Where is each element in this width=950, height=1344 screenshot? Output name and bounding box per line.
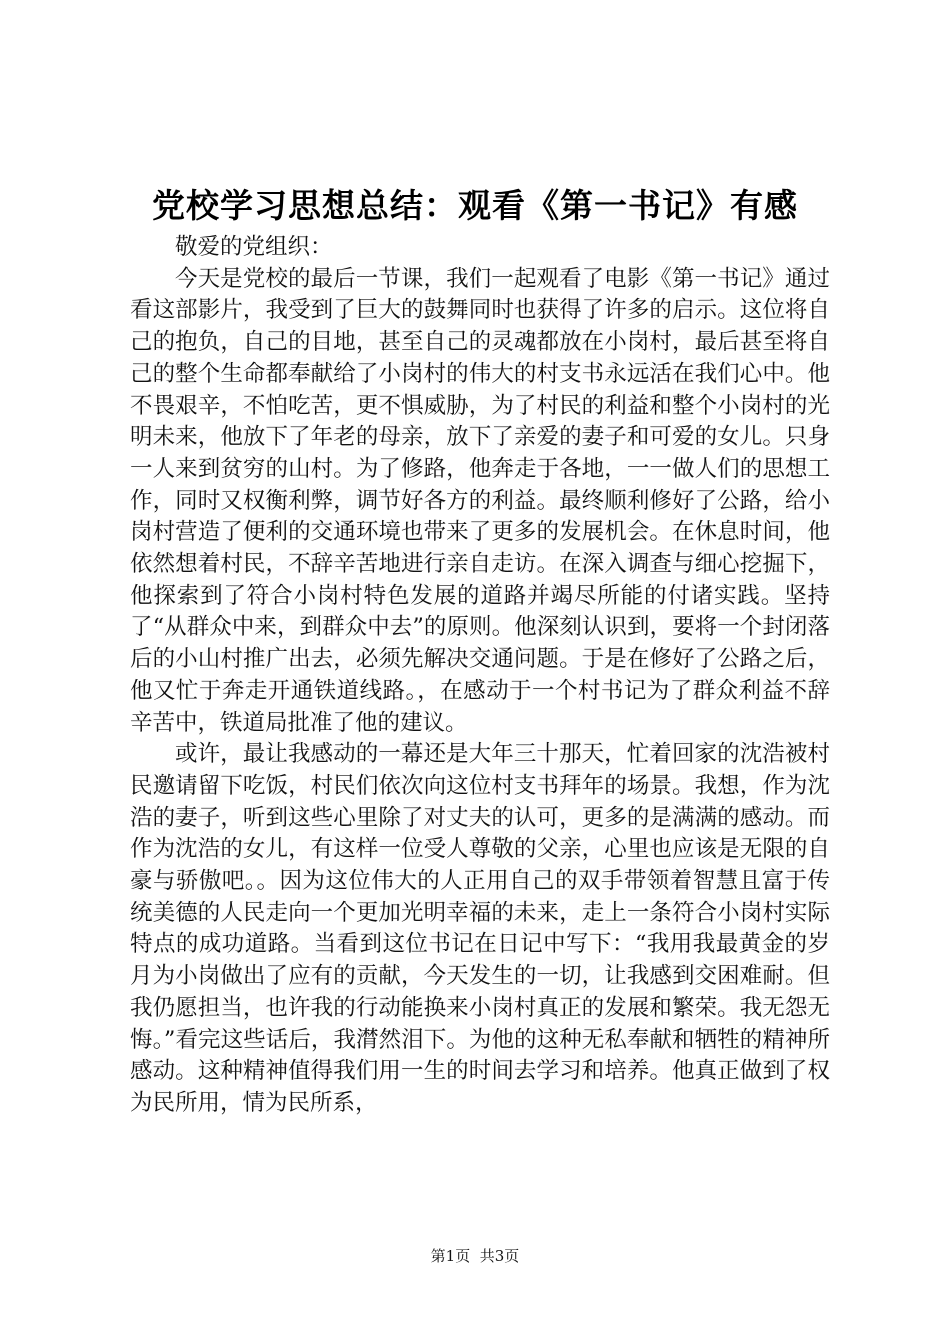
page-footer <box>0 1246 950 1266</box>
page-number: 第1页 <box>430 1247 471 1265</box>
body-paragraph: 今天是党校的最后一节课，我们一起观看了电影《第一书记》通过看这部影片，我受到了巨大的鼓舞同时也获得了许多的启示。这位将自己的抱负，自己的目地，甚至自己的灵魂都放在小岗村，最后甚至将自己的整个生命都奉献给了小岗村的伟大的村支书永远活在我们心中。他不畏艰辛，不怕吃苦，更不惧威胁，为了村民的利益和整个小岗村的光明未来，他放下了年老的母亲，放下了亲爱的妻子和可爱的女儿。只身一人来到贫穷的山村。为了修路，他奔走于各地，一一做人们的思想工作，同时又权衡利弊，调节好各方的利益。最终顺利修好了公路，给小岗村营造了便利的交通环境也带来了更多的发展机会。在休息时间，他依然想着村民，不辞辛苦地进行亲自走访。在深入调查与细心挖掘下，他探索到了符合小岗村特色发展的道路并竭尽所能的付诸实践。坚持了“从群众中来，到群众中去”的原则。他深刻认识到，要将一个封闭落后的小山村推广出去，必须先解决交通问题。于是在修好了公路之后，他又忙于奔走开通铁道线路。，在感动于一个村书记为了群众利益不辞辛苦中，铁道局批准了他的建议。 <box>130 265 830 736</box>
body-paragraph: 或许，最让我感动的一幕还是大年三十那天，忙着回家的沈浩被村民邀请留下吃饭，村民们依次向这位村支书拜年的场景。我想，作为沈浩的妻子，听到这些心里除了对丈夫的认可，更多的是满满的感动。而作为沈浩的女儿，有这样一位受人尊敬的父亲，心里也应该是无限的自豪与骄傲吧。。因为这位伟大的人正用自己的双手带领着智慧且富于传统美德的人民走向一个更加光明幸福的未来，走上一条符合小岗村实际特点的成功道路。当看到这位书记在日记中写下：“我用我最黄金的岁月为小岗做出了应有的贡献，今天发生的一切，让我感到交困难耐。但我仍愿担当，也许我的行动能换来小岗村真正的发展和繁荣。我无怨无悔。”看完这些话后，我潸然泪下。为他的这种无私奉献和牺牲的精神所感动。这种精神值得我们用一生的时间去学习和培养。他真正做到了权为民所用，情为民所系， <box>130 741 830 1116</box>
document-title: 党校学习思想总结：观看《第一书记》有感 <box>152 186 798 225</box>
page-total: 共3页 <box>479 1247 520 1265</box>
salutation: 敬爱的党组织： <box>175 234 333 260</box>
document-body <box>130 232 830 1120</box>
